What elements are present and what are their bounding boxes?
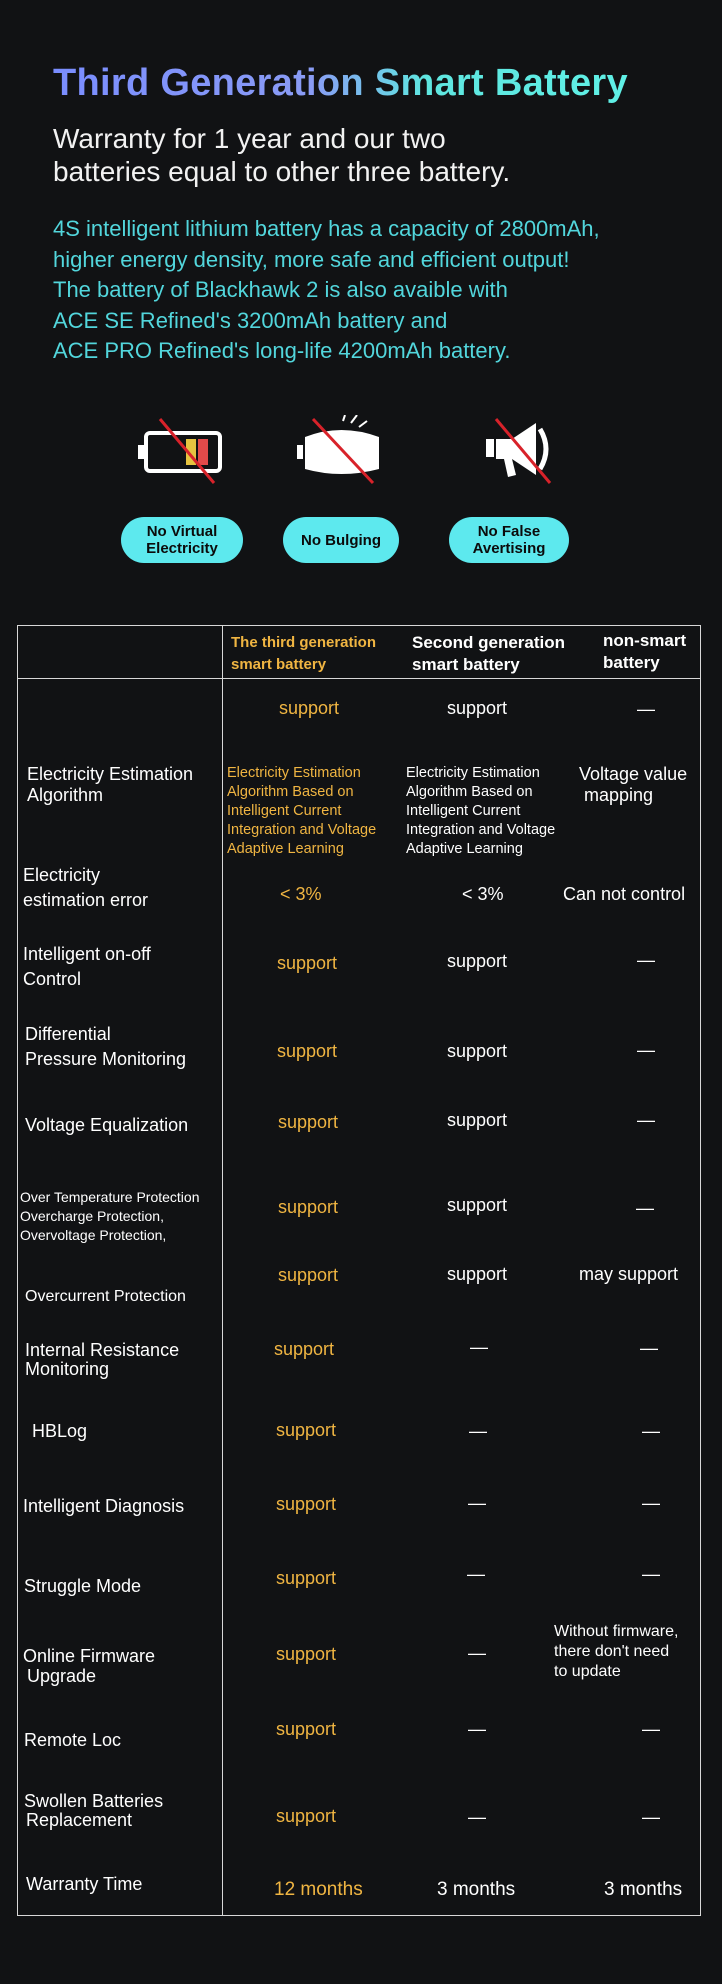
battery-level-crossed-icon: [132, 415, 228, 485]
cell-non-smart: —: [637, 1110, 655, 1130]
cell-line: Electricity Estimation: [227, 765, 361, 781]
row-label: [23, 942, 151, 992]
label-line: Struggle Mode: [24, 1576, 142, 1596]
row-label: [23, 1496, 184, 1517]
row-label: [27, 764, 193, 806]
label-line: Overvoltage Protection,: [20, 1227, 167, 1243]
label-line: Electricity: [23, 865, 101, 885]
label-line: Monitoring: [25, 1359, 110, 1379]
cell-third: < 3%: [280, 884, 322, 904]
header-line: non-smart: [603, 631, 687, 650]
cell-third: [227, 764, 376, 859]
row-label: [20, 1188, 200, 1245]
cell-second: support: [447, 1110, 508, 1130]
cell-non-smart: —: [636, 1198, 654, 1218]
row-label: [25, 1287, 186, 1306]
row-label: [23, 863, 148, 913]
row-label: [25, 1022, 186, 1072]
cell-second: support: [447, 1195, 508, 1215]
label-line: Pressure Monitoring: [25, 1049, 187, 1069]
header-line: The third generation: [231, 634, 377, 651]
cell-third: support: [276, 1806, 337, 1826]
cell-non-smart: —: [637, 950, 655, 970]
cell-line: Algorithm Based on: [406, 784, 533, 800]
label-line: Overcurrent Protection: [25, 1288, 186, 1305]
row-label: [23, 1646, 155, 1686]
badge-line: No False: [477, 523, 541, 540]
cell-line: there don't need: [554, 1643, 670, 1660]
cell-third: support: [279, 698, 340, 718]
header-line: battery: [603, 653, 660, 672]
label-line: Internal Resistance: [25, 1340, 180, 1360]
cell-second: —: [468, 1719, 486, 1739]
cell-non-smart: —: [642, 1807, 660, 1827]
cell-third: support: [276, 1420, 337, 1440]
cell-third: support: [278, 1112, 339, 1132]
row-label: [25, 1115, 188, 1136]
column-divider: [222, 625, 223, 1916]
label-line: Electricity Estimation: [27, 764, 194, 784]
cell-line: Integration and Voltage: [406, 822, 556, 838]
cell-third: support: [276, 1644, 337, 1664]
cell-third: support: [276, 1719, 337, 1739]
cell-third: support: [277, 1041, 338, 1061]
cell-second: —: [468, 1493, 486, 1513]
row-label: [24, 1730, 121, 1751]
cell-line: Adaptive Learning: [406, 841, 523, 857]
cell-non-smart: [579, 764, 687, 806]
cell-line: Intelligent Current: [406, 803, 521, 819]
cell-line: Adaptive Learning: [227, 841, 344, 857]
row-label: [24, 1792, 163, 1830]
cell-non-smart: —: [637, 1040, 655, 1060]
label-line: HBLog: [32, 1421, 88, 1441]
cell-second: support: [447, 1264, 508, 1284]
row-label: [24, 1576, 141, 1597]
cell-third: 12 months: [274, 1879, 363, 1900]
label-line: Swollen Batteries: [24, 1791, 164, 1811]
no-virtual-electricity-badge: [121, 517, 243, 563]
megaphone-crossed-icon: [482, 415, 558, 485]
cell-second: support: [447, 1041, 508, 1061]
label-line: Intelligent on-off: [23, 944, 151, 964]
label-line: Differential: [25, 1024, 111, 1044]
description-line: The battery of Blackhawk 2 is also avaible with: [53, 277, 508, 302]
cell-line: Integration and Voltage: [227, 822, 377, 838]
cell-non-smart: —: [640, 1338, 658, 1358]
label-line: Upgrade: [27, 1666, 97, 1686]
page-title: [53, 62, 628, 105]
label-line: Overcharge Protection,: [20, 1208, 164, 1224]
cell-third: support: [277, 953, 338, 973]
cell-line: mapping: [584, 785, 654, 805]
cell-non-smart: —: [642, 1719, 660, 1739]
cell-non-smart: may support: [579, 1264, 679, 1284]
badge-line: Avertising: [472, 540, 546, 557]
cell-line: to update: [554, 1663, 621, 1680]
cell-non-smart: —: [642, 1493, 660, 1513]
description-line: 4S intelligent lithium battery has a capacity of 2800mAh,: [53, 216, 600, 241]
cell-second: —: [468, 1643, 486, 1663]
cell-non-smart: [554, 1622, 678, 1682]
cell-non-smart: —: [637, 699, 655, 719]
battery-bulge-crossed-icon: [293, 415, 385, 485]
label-line: Control: [23, 969, 82, 989]
badge-line: No Virtual: [146, 523, 218, 540]
label-line: Replacement: [26, 1810, 133, 1830]
description-line: ACE SE Refined's 3200mAh battery and: [53, 307, 448, 333]
row-label: [32, 1421, 87, 1442]
label-line: Intelligent Diagnosis: [23, 1496, 185, 1516]
cell-line: Intelligent Current: [227, 803, 342, 819]
label-line: Warranty Time: [26, 1874, 143, 1894]
label-line: Voltage Equalization: [25, 1115, 189, 1135]
badge-line: No Bulging: [301, 531, 381, 549]
cell-third: support: [276, 1494, 337, 1514]
title-part1: Third Generation: [53, 62, 364, 104]
title-part2: Smart Battery: [374, 62, 628, 104]
cell-non-smart: —: [642, 1421, 660, 1441]
warranty-subtitle: [53, 122, 673, 188]
description-line: higher energy density, more safe and efficient output!: [53, 246, 570, 272]
cell-second: —: [468, 1807, 486, 1827]
label-line: estimation error: [23, 890, 149, 910]
header-third-generation: [231, 632, 376, 676]
cell-line: Electricity Estimation: [406, 765, 540, 781]
label-line: Online Firmware: [23, 1646, 156, 1666]
cell-third: support: [274, 1339, 335, 1359]
no-false-advertising-badge: [449, 517, 569, 563]
battery-description: [53, 214, 703, 367]
label-line: Algorithm: [27, 785, 104, 805]
badge-line: Electricity: [146, 540, 218, 557]
cell-line: Without firmware,: [554, 1623, 679, 1640]
header-line: smart battery: [231, 656, 327, 673]
cell-second: support: [447, 951, 508, 971]
row-label: [25, 1341, 179, 1379]
header-non-smart: [603, 630, 686, 674]
cell-second: [406, 764, 555, 859]
cell-third: support: [276, 1568, 337, 1588]
header-line: Second generation: [412, 633, 566, 652]
row-label: [26, 1874, 142, 1895]
cell-third: support: [278, 1265, 339, 1285]
header-divider: [17, 678, 701, 679]
label-line: Remote Loc: [24, 1730, 122, 1750]
cell-second: —: [467, 1564, 485, 1584]
header-second-generation: [412, 632, 565, 676]
cell-second: —: [469, 1421, 487, 1441]
cell-second: support: [447, 698, 508, 718]
no-bulging-badge: [283, 517, 399, 563]
cell-non-smart: 3 months: [604, 1879, 683, 1900]
cell-non-smart: —: [642, 1564, 660, 1584]
cell-non-smart: Can not control: [563, 884, 686, 904]
header-line: smart battery: [412, 655, 520, 674]
subtitle-line: Warranty for 1 year and our two: [53, 123, 446, 154]
description-line: ACE PRO Refined's long-life 4200mAh battery.: [53, 338, 511, 363]
subtitle-line: batteries equal to other three battery.: [53, 156, 511, 187]
cell-second: < 3%: [462, 884, 504, 904]
cell-line: Voltage value: [579, 764, 688, 784]
cell-second: —: [470, 1337, 488, 1357]
cell-line: Algorithm Based on: [227, 784, 354, 800]
cell-second: 3 months: [437, 1879, 516, 1900]
label-line: Over Temperature Protection: [20, 1189, 200, 1205]
cell-third: support: [278, 1197, 339, 1217]
